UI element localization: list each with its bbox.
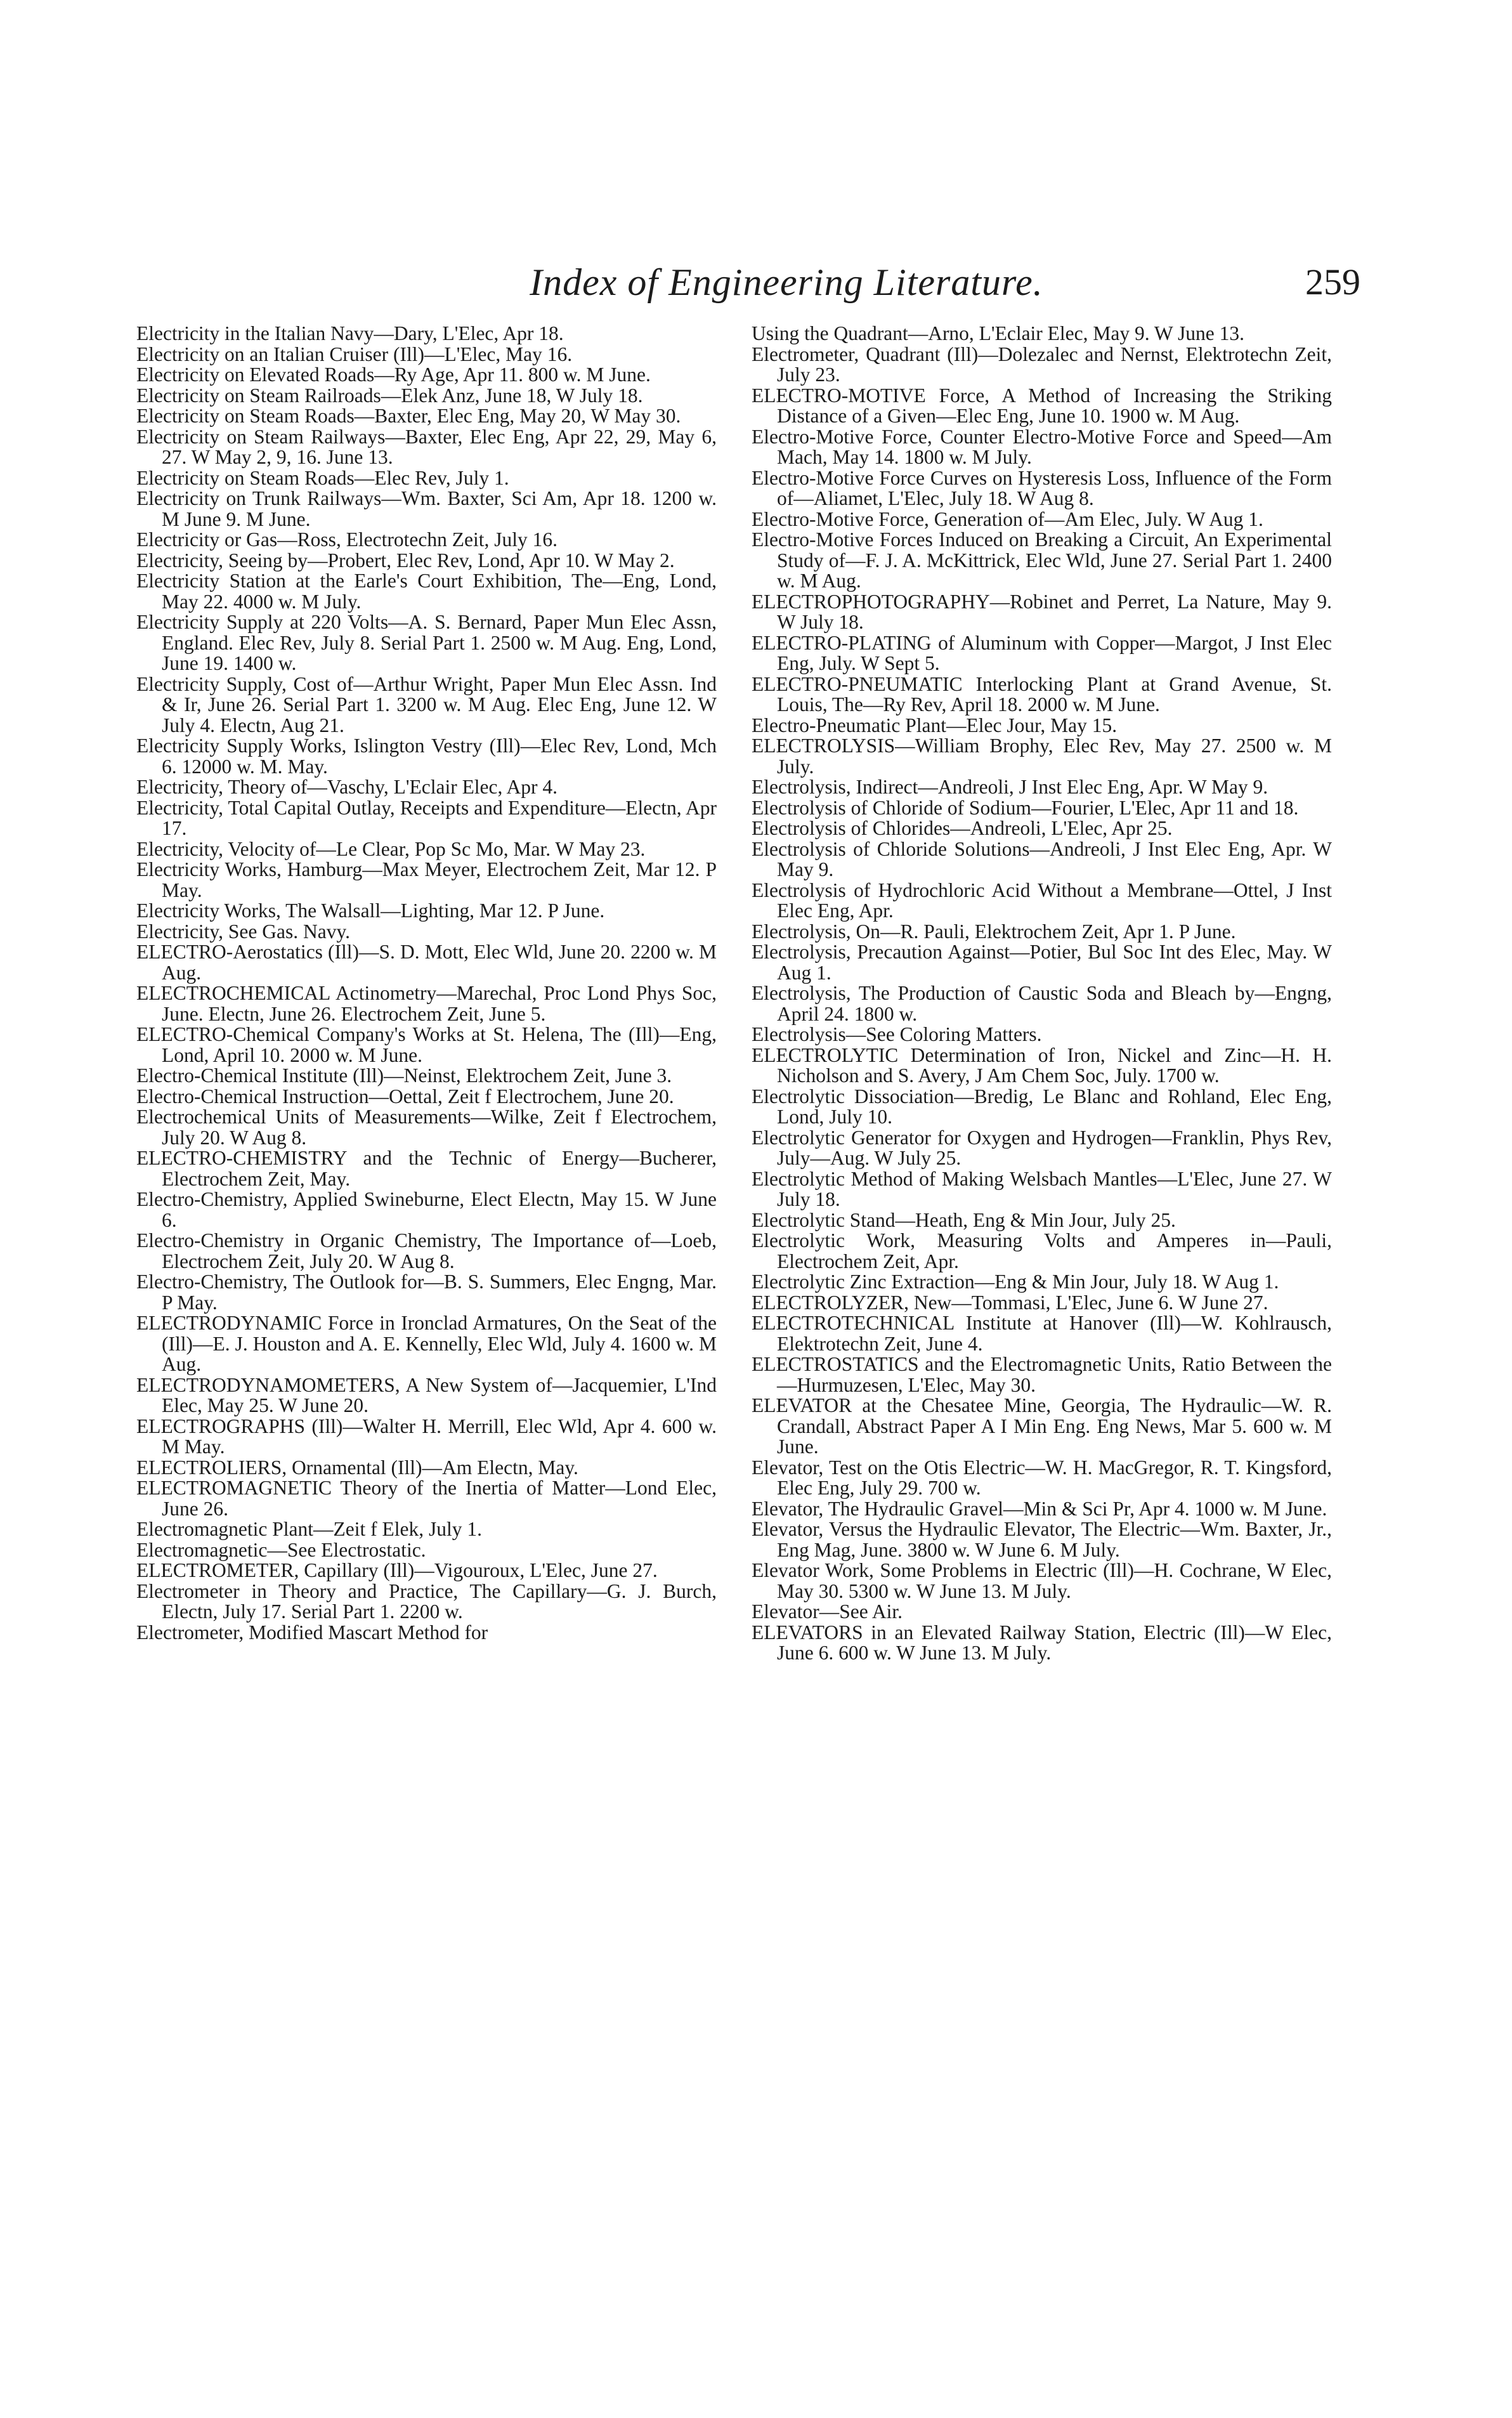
index-entry: ELECTROMAGNETIC Theory of the Inertia of Matter—Lond Elec, June 26. bbox=[136, 1477, 717, 1520]
index-entry: Elevator, Versus the Hydraulic Elevator, The Electric—Wm. Baxter, Jr., Eng Mag, June. 3800 w. W June 6. M July. bbox=[752, 1518, 1332, 1561]
index-entry: ELECTROGRAPHS (Ill)—Walter H. Merrill, Elec Wld, Apr 4. 600 w. M May. bbox=[136, 1415, 717, 1458]
index-entry: Electromagnetic—See Electrostatic. bbox=[136, 1538, 426, 1561]
index-entry: ELECTRO-PLATING of Aluminum with Copper—Margot, J Inst Elec Eng, July. W Sept 5. bbox=[752, 631, 1332, 674]
index-entry: Electricity on Steam Railroads—Elek Anz, June 18, W July 18. bbox=[136, 384, 643, 407]
index-entry: Electricity, See Gas. Navy. bbox=[136, 920, 351, 943]
index-entry: ELECTROTECHNICAL Institute at Hanover (Ill)—W. Kohlrausch, Elektrotechn Zeit, June 4. bbox=[752, 1312, 1332, 1355]
index-entry: Electrolytic Generator for Oxygen and Hydrogen—Franklin, Phys Rev, July—Aug. W July 25. bbox=[752, 1126, 1332, 1169]
index-entry: Electrolytic Dissociation—Bredig, Le Blanc and Rohland, Elec Eng, Lond, July 10. bbox=[752, 1085, 1332, 1128]
index-entry: ELEVATORS in an Elevated Railway Station, Electric (Ill)—W Elec, June 6. 600 w. W June 13. M July. bbox=[752, 1621, 1332, 1664]
page-header bbox=[143, 257, 1360, 308]
index-entry: ELECTROLIERS, Ornamental (Ill)—Am Electn, May. bbox=[136, 1456, 578, 1479]
index-entry: Electrolysis, Indirect—Andreoli, J Inst Elec Eng, Apr. W May 9. bbox=[752, 776, 1268, 798]
index-entry: Electro-Motive Forces Induced on Breaking a Circuit, An Experimental Study of—F. J. A. McKittrick, Elec Wld, June 27. Serial Part 1. 2400 w. M Aug. bbox=[752, 528, 1332, 592]
index-entry: Electricity or Gas—Ross, Electrotechn Zeit, July 16. bbox=[136, 528, 557, 551]
index-entry: Elevator Work, Some Problems in Electric (Ill)—H. Cochrane, W Elec, May 30. 5300 w. W June 13. M July. bbox=[752, 1559, 1332, 1602]
index-entry: ELECTROPHOTOGRAPHY—Robinet and Perret, La Nature, May 9. W July 18. bbox=[752, 590, 1332, 633]
index-entry: Electricity Supply at 220 Volts—A. S. Bernard, Paper Mun Elec Assn, England. Elec Rev, July 8. Serial Part 1. 2500 w. M Aug. Eng, Lond, June 19. 1400 w. bbox=[136, 611, 717, 674]
index-entry: Electrolytic Zinc Extraction—Eng & Min Jour, July 18. W Aug 1. bbox=[752, 1271, 1279, 1293]
index-entry: Electro-Chemistry in Organic Chemistry, The Importance of—Loeb, Electrochem Zeit, July 20. W Aug 8. bbox=[136, 1229, 717, 1272]
index-entry: Electro-Chemical Instruction—Oettal, Zeit f Electrochem, June 20. bbox=[136, 1085, 674, 1108]
index-entry: Using the Quadrant—Arno, L'Eclair Elec, May 9. W June 13. bbox=[752, 322, 1244, 344]
index-entry: Electro-Motive Force Curves on Hysteresis Loss, Influence of the Form of—Aliamet, L'Elec, July 18. W Aug 8. bbox=[752, 466, 1332, 509]
index-entry: ELECTRO-CHEMISTRY and the Technic of Energy—Bucherer, Electrochem Zeit, May. bbox=[136, 1147, 717, 1190]
index-entry: Electrometer, Quadrant (Ill)—Dolezalec and Nernst, Elektrotechn Zeit, July 23. bbox=[752, 343, 1332, 386]
left-column bbox=[136, 323, 717, 1643]
page-number: 259 bbox=[1305, 261, 1360, 303]
index-entry: Elevator, The Hydraulic Gravel—Min & Sci Pr, Apr 4. 1000 w. M June. bbox=[752, 1497, 1327, 1520]
index-entry: Electrolysis of Chloride of Sodium—Fourier, L'Elec, Apr 11 and 18. bbox=[752, 796, 1299, 819]
running-title: Index of Engineering Literature. bbox=[530, 261, 1043, 303]
index-entry: Electricity on Elevated Roads—Ry Age, Apr 11. 800 w. M June. bbox=[136, 363, 651, 386]
index-entry: Elevator—See Air. bbox=[752, 1600, 903, 1623]
index-entry: Electro-Motive Force, Counter Electro-Motive Force and Speed—Am Mach, May 14. 1800 w. M July. bbox=[752, 425, 1332, 468]
index-entry: ELECTROSTATICS and the Electromagnetic Units, Ratio Between the—Hurmuzesen, L'Elec, May 30. bbox=[752, 1353, 1332, 1396]
index-entry: Electro-Chemistry, Applied Swineburne, Elect Electn, May 15. W June 6. bbox=[136, 1188, 717, 1231]
index-entry: ELECTRODYNAMIC Force in Ironclad Armatures, On the Seat of the (Ill)—E. J. Houston and A. E. Kennelly, Elec Wld, July 4. 1600 w. M Aug. bbox=[136, 1312, 717, 1375]
index-entry: ELECTROMETER, Capillary (Ill)—Vigouroux, L'Elec, June 27. bbox=[136, 1559, 658, 1581]
index-entry: Electrolysis, The Production of Caustic Soda and Bleach by—Engng, April 24. 1800 w. bbox=[752, 982, 1332, 1025]
index-entry: ELECTRO-Aerostatics (Ill)—S. D. Mott, Elec Wld, June 20. 2200 w. M Aug. bbox=[136, 941, 717, 984]
index-entry: ELEVATOR at the Chesatee Mine, Georgia, The Hydraulic—W. R. Crandall, Abstract Paper A I Min Eng. Eng News, Mar 5. 600 w. M June. bbox=[752, 1394, 1332, 1458]
index-entry: Electrochemical Units of Measurements—Wilke, Zeit f Electrochem, July 20. W Aug 8. bbox=[136, 1106, 717, 1149]
index-entry: Electricity in the Italian Navy—Dary, L'Elec, Apr 18. bbox=[136, 322, 564, 344]
index-entry: ELECTRO-Chemical Company's Works at St. Helena, The (Ill)—Eng, Lond, April 10. 2000 w. M June. bbox=[136, 1023, 717, 1066]
index-entry: Electricity, Total Capital Outlay, Receipts and Expenditure—Electn, Apr 17. bbox=[136, 796, 717, 839]
index-entry: Electrolysis, Precaution Against—Potier, Bul Soc Int des Elec, May. W Aug 1. bbox=[752, 941, 1332, 984]
index-entry: Electrolysis of Hydrochloric Acid Without a Membrane—Ottel, J Inst Elec Eng, Apr. bbox=[752, 879, 1332, 922]
index-entry: Electrolysis, On—R. Pauli, Elektrochem Zeit, Apr 1. P June. bbox=[752, 920, 1236, 943]
index-entry: Electro-Chemical Institute (Ill)—Neinst, Elektrochem Zeit, June 3. bbox=[136, 1064, 672, 1087]
index-entry: Electricity on an Italian Cruiser (Ill)—L'Elec, May 16. bbox=[136, 343, 573, 365]
index-entry: Electricity on Trunk Railways—Wm. Baxter, Sci Am, Apr 18. 1200 w. M June 9. M June. bbox=[136, 487, 717, 530]
index-entry: Elevator, Test on the Otis Electric—W. H. MacGregor, R. T. Kingsford, Elec Eng, July 29. 700 w. bbox=[752, 1456, 1332, 1499]
index-entry: Electricity on Steam Roads—Elec Rev, July 1. bbox=[136, 466, 509, 489]
index-entry: ELECTRODYNAMOMETERS, A New System of—Jacquemier, L'Ind Elec, May 25. W June 20. bbox=[136, 1373, 717, 1416]
index-entry: Electrolytic Stand—Heath, Eng & Min Jour, July 25. bbox=[752, 1208, 1176, 1231]
index-entry: Electrometer in Theory and Practice, The Capillary—G. J. Burch, Electn, July 17. Serial Part 1. 2200 w. bbox=[136, 1579, 717, 1623]
index-entry: Electromagnetic Plant—Zeit f Elek, July 1. bbox=[136, 1518, 482, 1540]
index-entry: Electrolytic Work, Measuring Volts and Amperes in—Pauli, Electrochem Zeit, Apr. bbox=[752, 1229, 1332, 1272]
index-entry: Electricity on Steam Railways—Baxter, Elec Eng, Apr 22, 29, May 6, 27. W May 2, 9, 16. June 13. bbox=[136, 425, 717, 468]
index-entry: ELECTROLYSIS—William Brophy, Elec Rev, May 27. 2500 w. M July. bbox=[752, 735, 1332, 778]
index-entry: Electro-Pneumatic Plant—Elec Jour, May 15. bbox=[752, 714, 1118, 736]
index-entry: Electricity Station at the Earle's Court Exhibition, The—Eng, Lond, May 22. 4000 w. M July. bbox=[136, 570, 717, 613]
index-entry: Electricity Supply, Cost of—Arthur Wright, Paper Mun Elec Assn. Ind & Ir, June 26. Serial Part 1. 3200 w. M Aug. Elec Eng, June 12. W July 4. Electn, Aug 21. bbox=[136, 672, 717, 736]
index-entry: Electrolysis of Chloride Solutions—Andreoli, J Inst Elec Eng, Apr. W May 9. bbox=[752, 837, 1332, 880]
index-entry: Electricity Works, The Walsall—Lighting, Mar 12. P June. bbox=[136, 899, 605, 922]
index-entry: ELECTROCHEMICAL Actinometry—Marechal, Proc Lond Phys Soc, June. Electn, June 26. Electrochem Zeit, June 5. bbox=[136, 982, 717, 1025]
index-entry: ELECTRO-PNEUMATIC Interlocking Plant at Grand Avenue, St. Louis, The—Ry Rev, April 18. 2000 w. M June. bbox=[752, 672, 1332, 716]
index-entry: Electricity, Velocity of—Le Clear, Pop Sc Mo, Mar. W May 23. bbox=[136, 837, 646, 860]
index-entry: Electro-Motive Force, Generation of—Am Elec, July. W Aug 1. bbox=[752, 507, 1263, 530]
index-entry: Electricity Supply Works, Islington Vestry (Ill)—Elec Rev, Lond, Mch 6. 12000 w. M. May. bbox=[136, 735, 717, 778]
index-entry: Electro-Chemistry, The Outlook for—B. S. Summers, Elec Engng, Mar. P May. bbox=[136, 1271, 717, 1314]
index-entry: Electrolysis of Chlorides—Andreoli, L'Elec, Apr 25. bbox=[752, 817, 1173, 839]
index-entry: Electricity, Theory of—Vaschy, L'Eclair Elec, Apr 4. bbox=[136, 776, 558, 798]
index-entry: Electricity, Seeing by—Probert, Elec Rev, Lond, Apr 10. W May 2. bbox=[136, 549, 675, 572]
index-entry: Electricity on Steam Roads—Baxter, Elec Eng, May 20, W May 30. bbox=[136, 405, 681, 427]
index-entry: Electricity Works, Hamburg—Max Meyer, Electrochem Zeit, Mar 12. P May. bbox=[136, 858, 717, 901]
index-entry: Electrometer, Modified Mascart Method for bbox=[136, 1621, 488, 1644]
index-entry: Electrolytic Method of Making Welsbach Mantles—L'Elec, June 27. W July 18. bbox=[752, 1167, 1332, 1210]
right-column bbox=[752, 323, 1332, 1664]
index-entry: ELECTROLYZER, New—Tommasi, L'Elec, June 6. W June 27. bbox=[752, 1291, 1268, 1314]
index-entry: Electrolysis—See Coloring Matters. bbox=[752, 1023, 1042, 1045]
index-entry: ELECTROLYTIC Determination of Iron, Nickel and Zinc—H. H. Nicholson and S. Avery, J Am Chem Soc, July. 1700 w. bbox=[752, 1043, 1332, 1087]
index-entry: ELECTRO-MOTIVE Force, A Method of Increasing the Striking Distance of a Given—Elec Eng, June 10. 1900 w. M Aug. bbox=[752, 384, 1332, 427]
